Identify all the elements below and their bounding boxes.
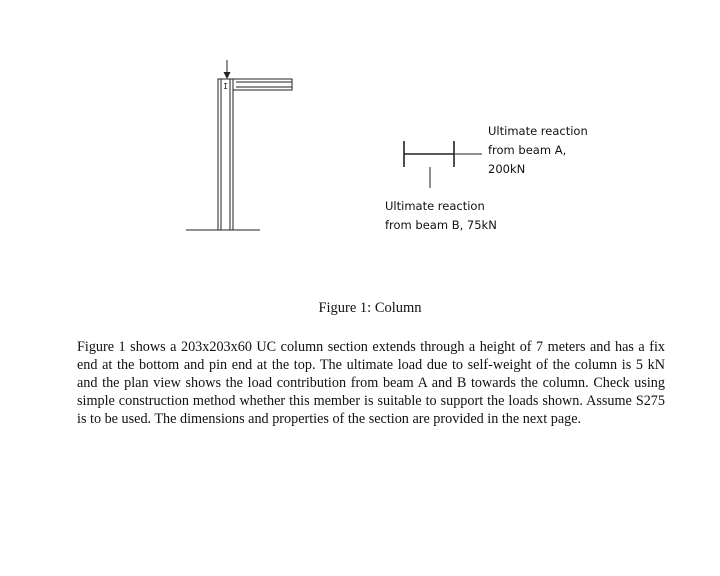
- beam-a-elevation: [233, 79, 292, 90]
- section-symbol: I: [223, 82, 228, 91]
- reaction-label-beam-b: [385, 197, 497, 235]
- load-arrow-head: [224, 72, 231, 79]
- reaction-a-line-1: Ultimate reaction: [488, 124, 588, 138]
- problem-paragraph: Figure 1 shows a 203x203x60 UC column section extends through a height of 7 meters and has a fix end at the bottom and pin end at the top. The ultimate load due to self-weight of the column is 5 kN and the plan view shows the load contribution from beam A and B towards the column. Check using simple construction method whether this member is suitable to support the loads shown. Assume S275 is to be used. The dimensions and properties of the section are provided in the next page.: [77, 339, 665, 427]
- reaction-label-beam-a: [488, 122, 588, 179]
- reaction-b-line-1: Ultimate reaction: [385, 199, 485, 213]
- column-elevation: [186, 60, 292, 230]
- plan-view: [404, 141, 482, 188]
- figure-caption: Figure 1: Column: [318, 300, 422, 316]
- reaction-b-line-2: from beam B, 75kN: [385, 218, 497, 232]
- column-member: [218, 79, 233, 230]
- reaction-a-line-2: from beam A,: [488, 143, 567, 157]
- reaction-a-line-3: 200kN: [488, 162, 526, 176]
